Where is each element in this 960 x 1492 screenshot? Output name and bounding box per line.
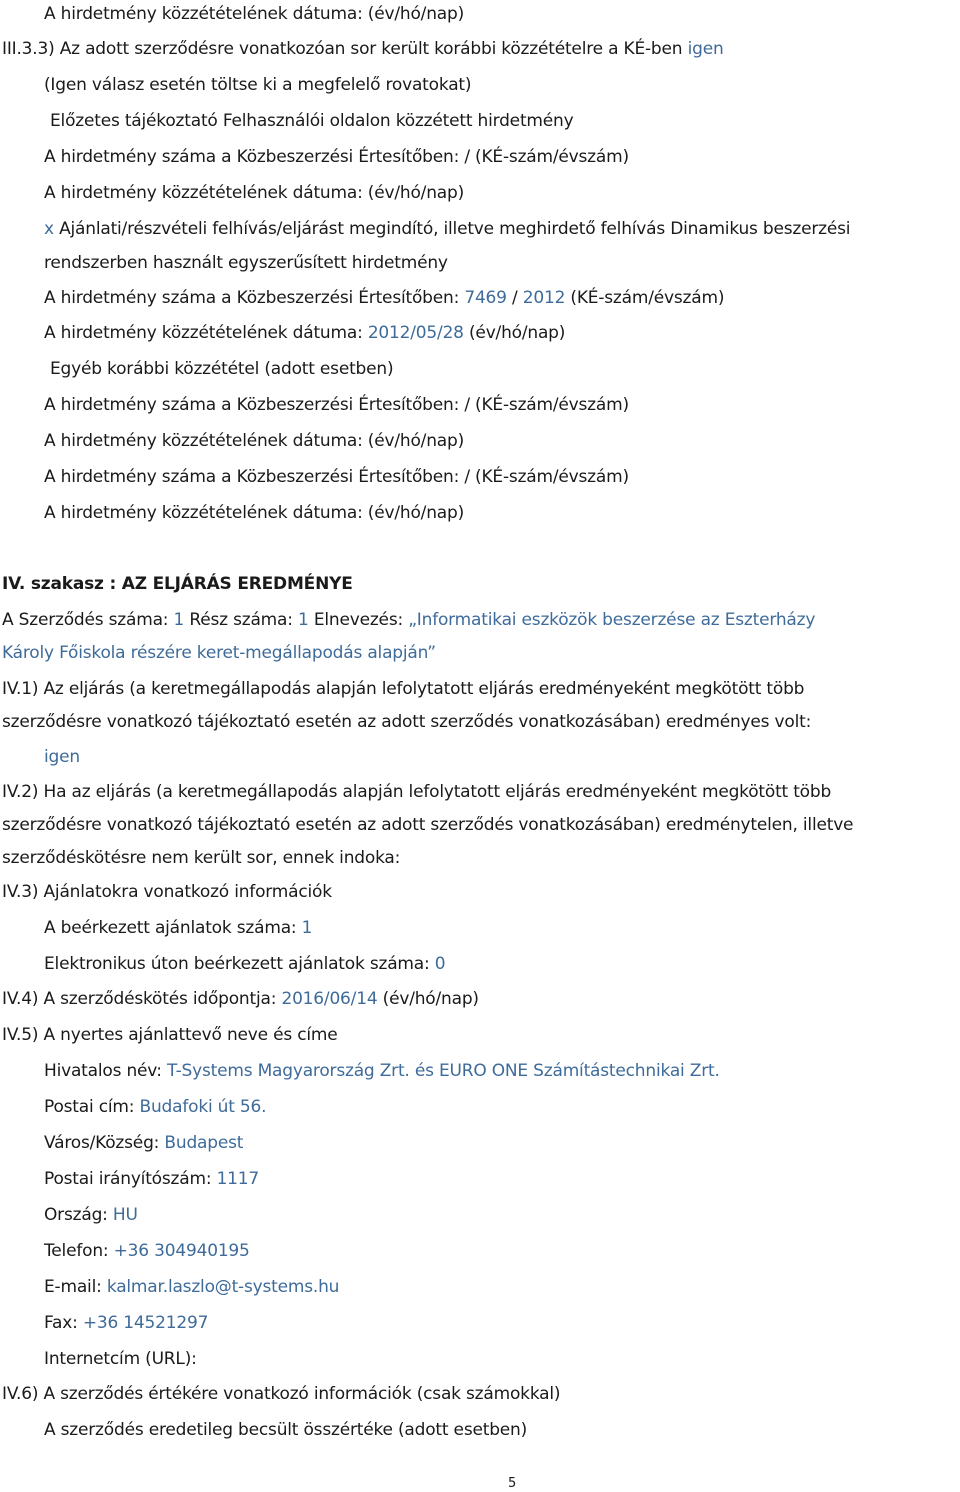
value: igen xyxy=(687,39,724,59)
text: III.3.3) Az adott szerződésre vonatkozóan sor került korábbi közzétételre a KÉ-ben xyxy=(2,39,688,59)
value: 1 xyxy=(173,610,185,630)
checkbox-mark: x xyxy=(44,219,54,239)
value: 2016/06/14 xyxy=(281,989,378,1009)
value: Budafoki út 56. xyxy=(139,1097,267,1117)
text-line: A szerződés eredetileg becsült összértéke (adott esetben) xyxy=(44,1420,528,1440)
text-line: igen xyxy=(44,747,80,767)
text-line xyxy=(44,1240,250,1262)
value: 2012/05/28 xyxy=(367,323,464,343)
text-line xyxy=(44,1060,720,1082)
text-line xyxy=(44,953,445,975)
text: Hivatalos név: xyxy=(44,1061,167,1081)
text-line xyxy=(44,1096,266,1118)
text-line: Előzetes tájékoztató Felhasználói oldalon közzétett hirdetmény xyxy=(50,111,574,131)
text-line: IV.3) Ajánlatokra vonatkozó információk xyxy=(2,882,332,902)
text-line: A hirdetmény száma a Közbeszerzési Értesítőben: / (KÉ-szám/évszám) xyxy=(44,395,629,415)
text-line xyxy=(44,1312,208,1334)
text-line xyxy=(44,287,724,309)
text: Ország: xyxy=(44,1205,113,1225)
text: / xyxy=(506,288,523,308)
text-line xyxy=(2,609,815,631)
text: Elnevezés: xyxy=(308,610,409,630)
text-line: szerződésre vonatkozó tájékoztató esetén az adott szerződés vonatkozásában) eredményes volt: xyxy=(2,712,812,732)
text: E-mail: xyxy=(44,1277,107,1297)
text: A hirdetmény száma a Közbeszerzési Értesítőben: xyxy=(44,288,465,308)
value: T-Systems Magyarország Zrt. és EURO ONE Számítástechnikai Zrt. xyxy=(166,1061,720,1081)
value: 1 xyxy=(297,610,309,630)
text-line xyxy=(44,1168,259,1190)
text: Telefon: xyxy=(44,1241,114,1261)
text-line xyxy=(44,322,565,344)
text: Fax: xyxy=(44,1313,83,1333)
text-line: IV.1) Az eljárás (a keretmegállapodás alapján lefolytatott eljárás eredményeként megkötött több xyxy=(2,679,805,699)
text: A hirdetmény közzétételének dátuma: xyxy=(44,323,368,343)
text: A Szerződés száma: xyxy=(2,610,174,630)
text-line: A hirdetmény közzétételének dátuma: (év/hó/nap) xyxy=(44,503,465,523)
value: +36 304940195 xyxy=(113,1241,250,1261)
text-line: Internetcím (URL): xyxy=(44,1349,197,1369)
page-number: 5 xyxy=(508,1476,517,1491)
text-line: A hirdetmény közzétételének dátuma: (év/hó/nap) xyxy=(44,183,465,203)
text-line: Egyéb korábbi közzététel (adott esetben) xyxy=(50,359,394,379)
text-line: A hirdetmény száma a Közbeszerzési Értesítőben: / (KÉ-szám/évszám) xyxy=(44,147,629,167)
text: Ajánlati/részvételi felhívás/eljárást megindító, illetve meghirdető felhívás Dinamikus beszerzési xyxy=(53,219,851,239)
text: IV.4) A szerződéskötés időpontja: xyxy=(2,989,282,1009)
text: (KÉ-szám/évszám) xyxy=(565,288,725,308)
value: 1 xyxy=(301,918,313,938)
text-line xyxy=(44,1276,339,1298)
text: A beérkezett ajánlatok száma: xyxy=(44,918,302,938)
text: Postai irányítószám: xyxy=(44,1169,217,1189)
value: +36 14521297 xyxy=(82,1313,209,1333)
text-line: A hirdetmény közzétételének dátuma: (év/hó/nap) xyxy=(44,4,465,24)
text-line: A hirdetmény száma a Közbeszerzési Értesítőben: / (KÉ-szám/évszám) xyxy=(44,467,629,487)
text: (év/hó/nap) xyxy=(463,323,566,343)
text-line xyxy=(44,1132,243,1154)
text: Rész száma: xyxy=(184,610,298,630)
text-line xyxy=(44,1204,138,1226)
value: 0 xyxy=(434,954,446,974)
text-line: IV.2) Ha az eljárás (a keretmegállapodás alapján lefolytatott eljárás eredményeként megkötött több xyxy=(2,782,832,802)
value: „Informatikai eszközök beszerzése az Eszterházy xyxy=(408,610,816,630)
text: Postai cím: xyxy=(44,1097,140,1117)
value: 7469 xyxy=(464,288,507,308)
text-line xyxy=(44,218,850,240)
text-line: IV.5) A nyertes ajánlattevő neve és címe xyxy=(2,1025,338,1045)
text: (év/hó/nap) xyxy=(377,989,479,1009)
email-link[interactable]: kalmar.laszlo@t-systems.hu xyxy=(106,1277,340,1297)
text-line: szerződéskötésre nem került sor, ennek indoka: xyxy=(2,848,401,868)
text-line: Károly Főiskola részére keret-megállapodás alapján” xyxy=(2,643,436,663)
text: Elektronikus úton beérkezett ajánlatok száma: xyxy=(44,954,435,974)
text: Város/Község: xyxy=(44,1133,165,1153)
text-line: (Igen válasz esetén töltse ki a megfelelő rovatokat) xyxy=(44,75,472,95)
value: 1117 xyxy=(216,1169,260,1189)
text-line xyxy=(2,988,479,1010)
value: 2012 xyxy=(522,288,566,308)
section-heading: IV. szakasz : AZ ELJÁRÁS EREDMÉNYE xyxy=(2,574,353,594)
value: Budapest xyxy=(164,1133,244,1153)
text-line: szerződésre vonatkozó tájékoztató esetén az adott szerződés vonatkozásában) eredménytelen, illetve xyxy=(2,815,854,835)
text-line: A hirdetmény közzétételének dátuma: (év/hó/nap) xyxy=(44,431,465,451)
text-line: IV.6) A szerződés értékére vonatkozó információk (csak számokkal) xyxy=(2,1384,561,1404)
value: HU xyxy=(112,1205,138,1225)
text-line xyxy=(2,38,724,60)
text-line xyxy=(44,917,312,939)
text-line: rendszerben használt egyszerűsített hirdetmény xyxy=(44,253,448,273)
